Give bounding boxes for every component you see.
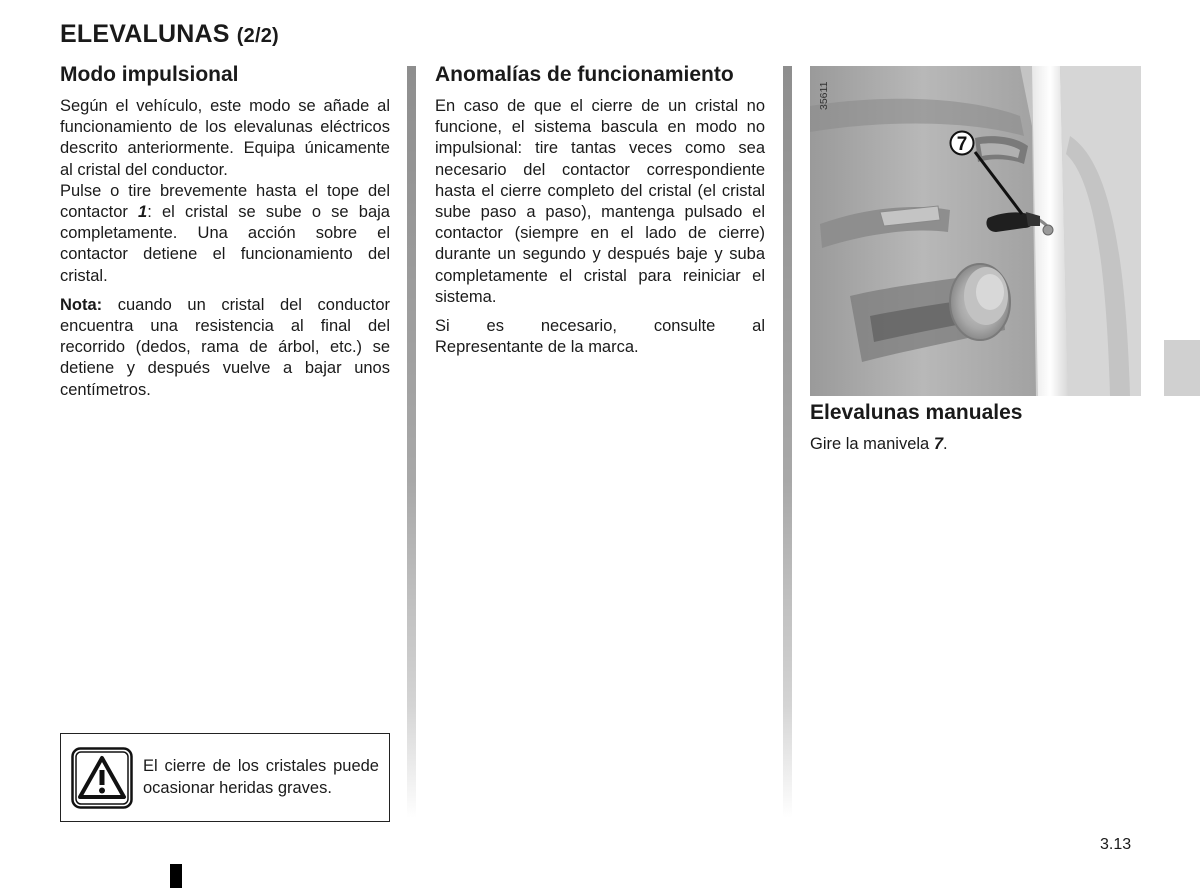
paragraph-manuales: [810, 434, 1140, 455]
operation-text-start: Pulse o tire brevemente hasta el tope del contactor: [60, 181, 390, 222]
section-anomalias: [435, 62, 765, 358]
door-illustration: [810, 66, 1141, 396]
crank-reference: 7: [933, 435, 943, 453]
heading-elevalunas-manuales: Elevalunas manuales: [810, 401, 1023, 424]
note-label: Nota:: [60, 295, 103, 314]
chapter-tab: [1164, 340, 1200, 396]
crop-mark: [170, 864, 182, 888]
manuales-text-end: .: [943, 435, 948, 453]
paragraph-anomalias-consult-line2: Representante de la marca.: [435, 338, 639, 357]
operation-text-end: : el cristal se sube o se baja completamente. Una acción sobre el contactor detiene el funcionamiento del cristal.: [60, 203, 390, 285]
warning-box: [60, 733, 390, 822]
switch-reference: 1: [138, 203, 148, 222]
warning-text: El cierre de los cristales puede ocasionar heridas graves.: [143, 757, 379, 797]
section-elevalunas-manuales: [810, 400, 1140, 455]
warning-triangle-icon: [71, 747, 133, 809]
manuales-text-start: Gire la manivela: [810, 435, 934, 453]
heading-modo-impulsional: Modo impulsional: [60, 63, 239, 86]
note-text: cuando un cristal del conductor encuentra una resistencia al final del recorrido (dedos, rama de árbol, etc.) se detiene y después vuelve a bajar unos centímetros.: [60, 295, 390, 399]
page-title: [60, 20, 279, 49]
paragraph-impulsional-intro: Según el vehículo, este modo se añade al funcionamiento de los elevalunas eléctricos descrito anteriormente. Equipa únicamente al cristal del conductor.: [60, 97, 390, 179]
heading-anomalias: Anomalías de funcionamiento: [435, 63, 734, 86]
page-number: 3.13: [1100, 836, 1132, 853]
paragraph-impulsional-operation: [60, 181, 390, 287]
column-separator-left: [407, 66, 416, 818]
figure-code: [812, 72, 836, 112]
paragraph-note: [60, 295, 390, 401]
section-modo-impulsional: [60, 62, 390, 401]
page-title-main: ELEVALUNAS: [60, 20, 230, 48]
door-panel-drawing: [810, 66, 1141, 396]
paragraph-anomalias-consult-line1: Si es necesario, consulte al: [435, 317, 765, 336]
paragraph-anomalias-procedure: En caso de que el cierre de un cristal no funcione, el sistema bascula en modo no impulsional: tire tantas veces como sea necesario del contactor correspondiente hasta el cierre completo del cristal (el cristal sube paso a paso), mantenga pulsado el contactor (siempre en el lado de cierre) durante un segundo y después baje y suba completamente el cristal para reiniciar el sistema.: [435, 97, 765, 306]
page-title-part: (2/2): [236, 25, 279, 47]
column-separator-right: [783, 66, 792, 818]
callout-label: 7: [956, 134, 968, 155]
figure-code-text: 35611: [818, 81, 830, 110]
